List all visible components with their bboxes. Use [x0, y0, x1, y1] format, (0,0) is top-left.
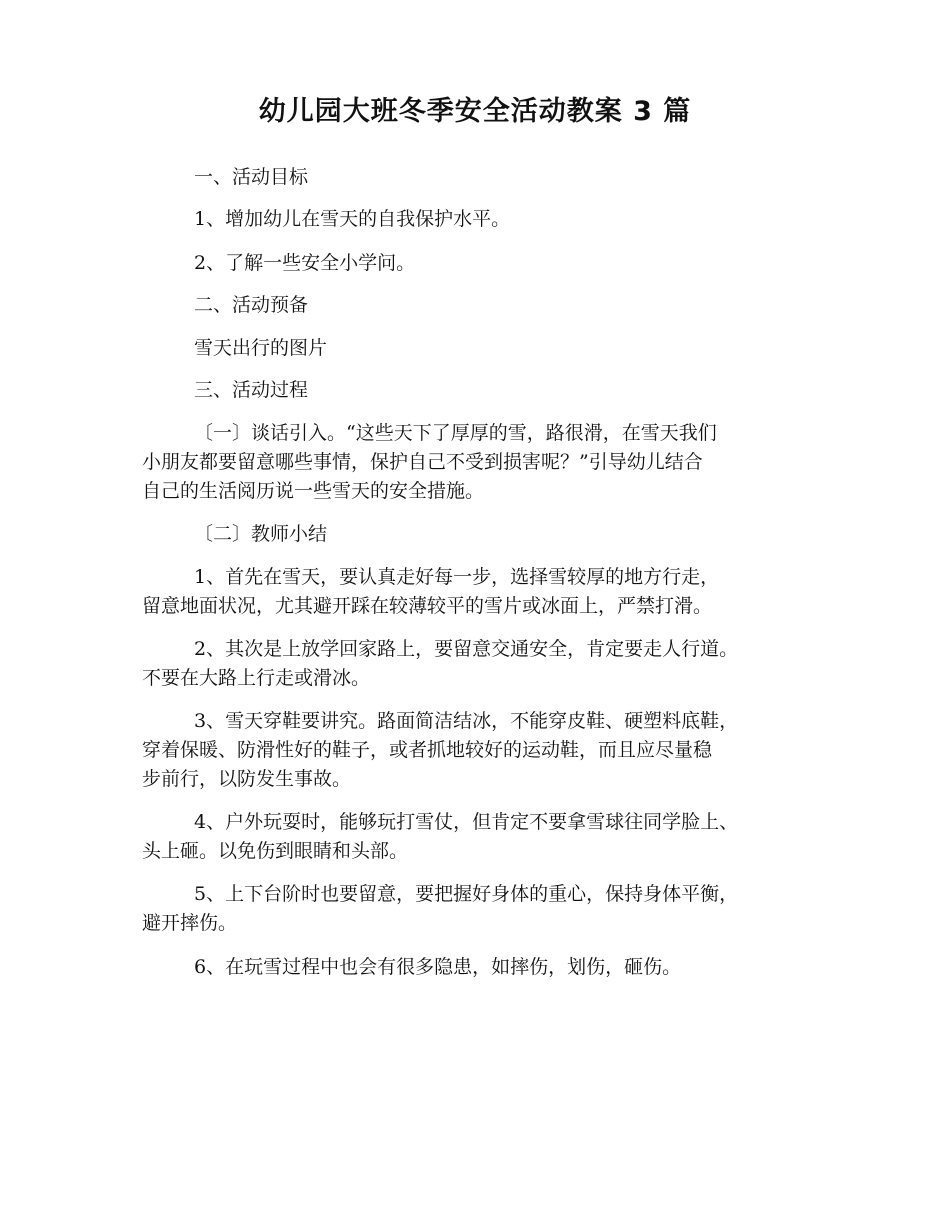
summary-item-5	[142, 880, 812, 938]
preparation-item	[142, 334, 812, 363]
summary-item-3	[142, 707, 812, 794]
text-line: 穿着保暖、防滑性好的鞋子，或者抓地较好的运动鞋，而且应尽量稳	[142, 739, 713, 761]
process-intro-paragraph	[142, 419, 812, 506]
document-title: 幼儿园大班冬季安全活动教案 3 篇	[258, 96, 692, 127]
text-line: 2、其次是上放学回家路上，要留意交通安全，肯定要走人行道。	[194, 638, 739, 660]
text-line: 小朋友都要留意哪些事情，保护自己不受到损害呢？”引导幼儿结合	[142, 451, 703, 473]
text-line: 二、活动预备	[194, 294, 309, 316]
text-line: 3、雪天穿鞋要讲究。路面简洁结冰，不能穿皮鞋、硬塑料底鞋，	[194, 710, 739, 732]
text-line: 避开摔伤。	[142, 912, 238, 934]
text-line: 一、活动目标	[194, 166, 309, 188]
text-line: 2、了解一些安全小学问。	[194, 252, 416, 274]
text-line: 雪天出行的图片	[194, 337, 328, 359]
heading-activity-goals	[142, 163, 812, 192]
goal-item-1	[142, 205, 812, 234]
text-line: 〔一〕谈话引入。“这些天下了厚厚的雪，路很滑，在雪天我们	[194, 422, 717, 444]
text-line: 4、户外玩耍时，能够玩打雪仗，但肯定不要拿雪球往同学脸上、	[194, 811, 739, 833]
text-line: 留意地面状况，尤其避开踩在较薄较平的雪片或冰面上，严禁打滑。	[142, 595, 713, 617]
summary-item-6	[142, 953, 812, 982]
goal-item-2	[142, 249, 812, 278]
text-line: 头上砸。以免伤到眼睛和头部。	[142, 840, 409, 862]
text-line: 步前行，以防发生事故。	[142, 768, 352, 790]
text-line: 1、首先在雪天，要认真走好每一步，选择雪较厚的地方行走，	[194, 566, 720, 588]
summary-item-4	[142, 808, 812, 866]
heading-activity-preparation	[142, 291, 812, 320]
text-line: 1、增加幼儿在雪天的自我保护水平。	[194, 208, 511, 230]
text-line: 不要在大路上行走或滑冰。	[142, 667, 371, 689]
text-line: 6、在玩雪过程中也会有很多隐患，如摔伤，划伤，砸伤。	[194, 956, 682, 978]
teacher-summary-heading	[142, 520, 812, 549]
summary-item-2	[142, 635, 812, 693]
summary-item-1	[142, 563, 812, 621]
text-line: 三、活动过程	[194, 379, 309, 401]
text-line: 〔二〕教师小结	[194, 523, 328, 545]
text-line: 5、上下台阶时也要留意，要把握好身体的重心，保持身体平衡，	[194, 883, 739, 905]
heading-activity-process	[142, 376, 812, 405]
text-line: 自己的生活阅历说一些雪天的安全措施。	[142, 480, 485, 502]
